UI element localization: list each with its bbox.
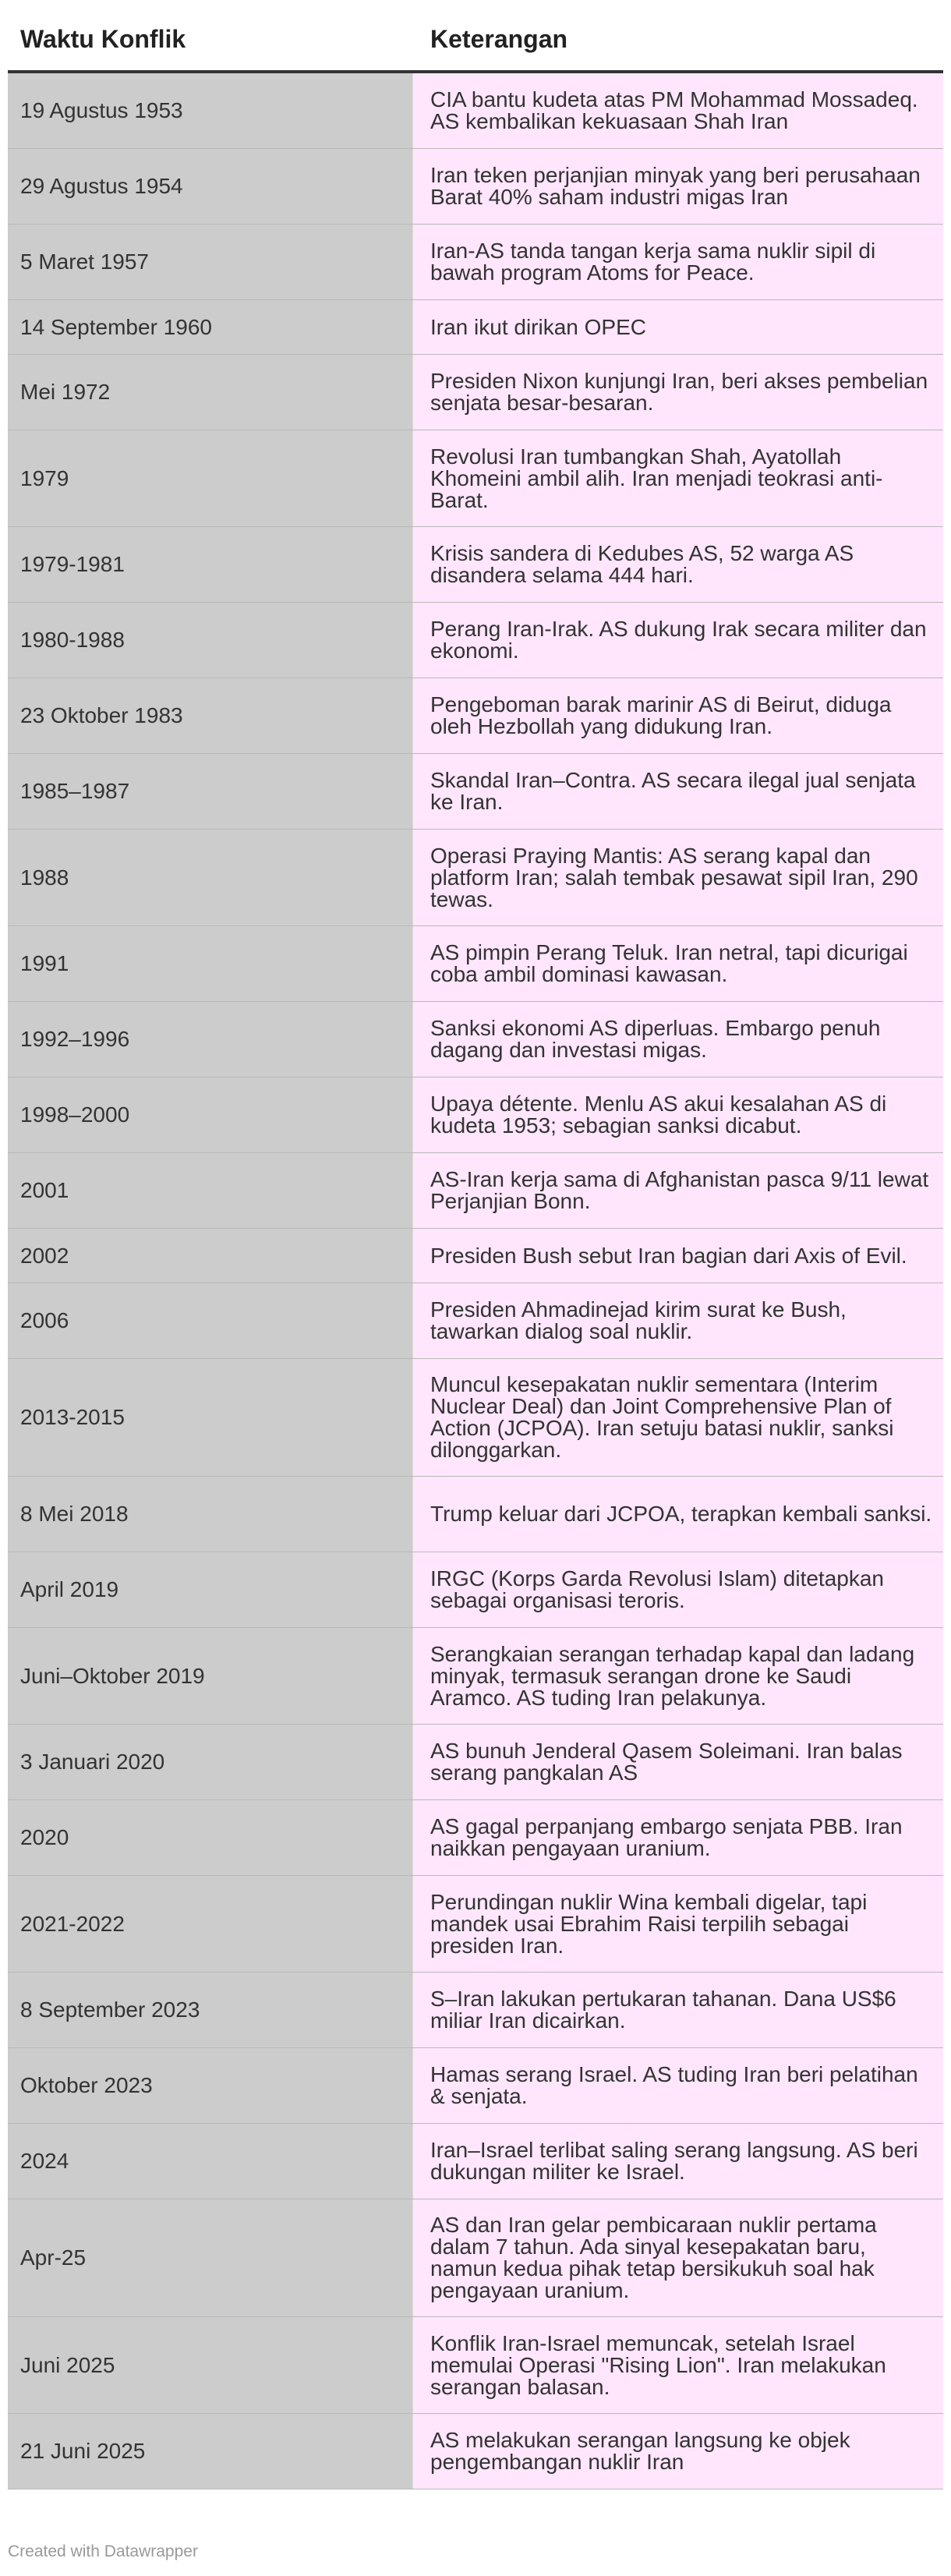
table-row [8, 1153, 943, 1229]
time-cell: 2006 [8, 1283, 413, 1358]
table-row [8, 1477, 943, 1552]
time-cell: Mei 1972 [8, 355, 413, 430]
time-cell: 1992–1996 [8, 1002, 413, 1077]
table-row [8, 1002, 943, 1077]
time-cell: 1985–1987 [8, 754, 413, 829]
description-cell: Muncul kesepakatan nuklir sementara (Interim Nuclear Deal) dan Joint Comprehensive Plan of Action (JCPOA). Iran setuju batasi nuklir, sanksi dilonggarkan. [413, 1359, 943, 1476]
time-cell: 1980-1988 [8, 603, 413, 678]
table-row [8, 1359, 943, 1477]
description-cell: AS bunuh Jenderal Qasem Soleimani. Iran balas serang pangkalan AS [413, 1725, 943, 1799]
description-cell: AS gagal perpanjang embargo senjata PBB. Iran naikkan pengayaan uranium. [413, 1800, 943, 1875]
description-cell: AS melakukan serangan langsung ke objek pengembangan nuklir Iran [413, 2414, 943, 2489]
time-cell: 23 Oktober 1983 [8, 678, 413, 753]
description-cell: CIA bantu kudeta atas PM Mohammad Mossadeq. AS kembalikan kekuasaan Shah Iran [413, 73, 943, 148]
table-row [8, 1628, 943, 1725]
description-cell: Hamas serang Israel. AS tuding Iran beri pelatihan & senjata. [413, 2048, 943, 2123]
time-cell: 14 September 1960 [8, 300, 413, 354]
time-cell: Juni–Oktober 2019 [8, 1628, 413, 1724]
table-row [8, 2199, 943, 2317]
column-header-description: Keterangan [430, 24, 568, 53]
description-cell: AS dan Iran gelar pembicaraan nuklir pertama dalam 7 tahun. Ada sinyal kesepakatan baru, namun kedua pihak tetap bersikukuh soal hak pengayaan uranium. [413, 2199, 943, 2316]
table-row [8, 830, 943, 926]
time-cell: 1991 [8, 926, 413, 1001]
time-cell: 1998–2000 [8, 1077, 413, 1152]
table-row [8, 1077, 943, 1153]
description-cell: Perang Iran-Irak. AS dukung Irak secara militer dan ekonomi. [413, 603, 943, 678]
time-cell: 8 Mei 2018 [8, 1477, 413, 1552]
conflict-timeline-table [8, 0, 943, 2489]
description-cell: IRGC (Korps Garda Revolusi Islam) ditetapkan sebagai organisasi teroris. [413, 1552, 943, 1627]
time-cell: 2002 [8, 1229, 413, 1283]
description-cell: Upaya détente. Menlu AS akui kesalahan AS di kudeta 1953; sebagian sanksi dicabut. [413, 1077, 943, 1152]
description-cell: Iran ikut dirikan OPEC [413, 300, 943, 354]
time-cell: 19 Agustus 1953 [8, 73, 413, 148]
description-cell: AS pimpin Perang Teluk. Iran netral, tapi dicurigai coba ambil dominasi kawasan. [413, 926, 943, 1001]
description-cell: Iran-AS tanda tangan kerja sama nuklir sipil di bawah program Atoms for Peace. [413, 225, 943, 299]
time-cell: 21 Juni 2025 [8, 2414, 413, 2489]
description-cell: Iran teken perjanjian minyak yang beri perusahaan Barat 40% saham industri migas Iran [413, 149, 943, 224]
table-row [8, 1229, 943, 1283]
table-row [8, 1973, 943, 2048]
table-row [8, 355, 943, 430]
description-cell: Presiden Nixon kunjungi Iran, beri akses pembelian senjata besar-besaran. [413, 355, 943, 430]
description-cell: Krisis sandera di Kedubes AS, 52 warga AS disandera selama 444 hari. [413, 527, 943, 602]
time-cell: April 2019 [8, 1552, 413, 1627]
time-cell: Juni 2025 [8, 2317, 413, 2413]
table-row [8, 225, 943, 300]
description-cell: Skandal Iran–Contra. AS secara ilegal jual senjata ke Iran. [413, 754, 943, 829]
time-cell: 1979 [8, 430, 413, 526]
table-row [8, 926, 943, 1002]
table-row [8, 430, 943, 527]
table-row [8, 2317, 943, 2414]
description-cell: Perundingan nuklir Wina kembali digelar, tapi mandek usai Ebrahim Raisi terpilih sebagai presiden Iran. [413, 1876, 943, 1972]
datawrapper-credit: Created with Datawrapper [8, 2542, 198, 2560]
description-cell: Pengeboman barak marinir AS di Beirut, diduga oleh Hezbollah yang didukung Iran. [413, 678, 943, 753]
description-cell: AS-Iran kerja sama di Afghanistan pasca 9/11 lewat Perjanjian Bonn. [413, 1153, 943, 1228]
table-row [8, 2124, 943, 2199]
time-cell: 2024 [8, 2124, 413, 2199]
time-cell: Oktober 2023 [8, 2048, 413, 2123]
table-row [8, 1876, 943, 1973]
time-cell: 3 Januari 2020 [8, 1725, 413, 1799]
description-cell: Trump keluar dari JCPOA, terapkan kembali sanksi. [413, 1477, 943, 1552]
description-cell: Iran–Israel terlibat saling serang langsung. AS beri dukungan militer ke Israel. [413, 2124, 943, 2199]
table-row [8, 1725, 943, 1800]
table-row [8, 678, 943, 754]
description-cell: Serangkaian serangan terhadap kapal dan ladang minyak, termasuk serangan drone ke Saudi Aramco. AS tuding Iran pelakunya. [413, 1628, 943, 1724]
description-cell: S–Iran lakukan pertukaran tahanan. Dana US$6 miliar Iran dicairkan. [413, 1973, 943, 2047]
table-row [8, 149, 943, 225]
description-cell: Revolusi Iran tumbangkan Shah, Ayatollah Khomeini ambil alih. Iran menjadi teokrasi anti-Barat. [413, 430, 943, 526]
table-row [8, 1800, 943, 1876]
column-header-time: Waktu Konflik [20, 24, 186, 53]
table-header [8, 0, 943, 73]
table-row [8, 527, 943, 603]
table-row [8, 1283, 943, 1359]
time-cell: 8 September 2023 [8, 1973, 413, 2047]
description-cell: Konflik Iran-Israel memuncak, setelah Israel memulai Operasi "Rising Lion". Iran melakukan serangan balasan. [413, 2317, 943, 2413]
table-row [8, 2048, 943, 2124]
description-cell: Presiden Ahmadinejad kirim surat ke Bush, tawarkan dialog soal nuklir. [413, 1283, 943, 1358]
time-cell: 1979-1981 [8, 527, 413, 602]
time-cell: 2013-2015 [8, 1359, 413, 1476]
time-cell: 29 Agustus 1954 [8, 149, 413, 224]
table-row [8, 73, 943, 149]
table-row [8, 2414, 943, 2489]
description-cell: Operasi Praying Mantis: AS serang kapal dan platform Iran; salah tembak pesawat sipil Iran, 290 tewas. [413, 830, 943, 925]
time-cell: 1988 [8, 830, 413, 925]
time-cell: Apr-25 [8, 2199, 413, 2316]
table-row [8, 603, 943, 678]
time-cell: 5 Maret 1957 [8, 225, 413, 299]
time-cell: 2020 [8, 1800, 413, 1875]
time-cell: 2001 [8, 1153, 413, 1228]
table-body [8, 73, 943, 2489]
time-cell: 2021-2022 [8, 1876, 413, 1972]
table-row [8, 754, 943, 830]
description-cell: Sanksi ekonomi AS diperluas. Embargo penuh dagang dan investasi migas. [413, 1002, 943, 1077]
table-row [8, 300, 943, 355]
table-row [8, 1552, 943, 1628]
description-cell: Presiden Bush sebut Iran bagian dari Axis of Evil. [413, 1229, 943, 1283]
